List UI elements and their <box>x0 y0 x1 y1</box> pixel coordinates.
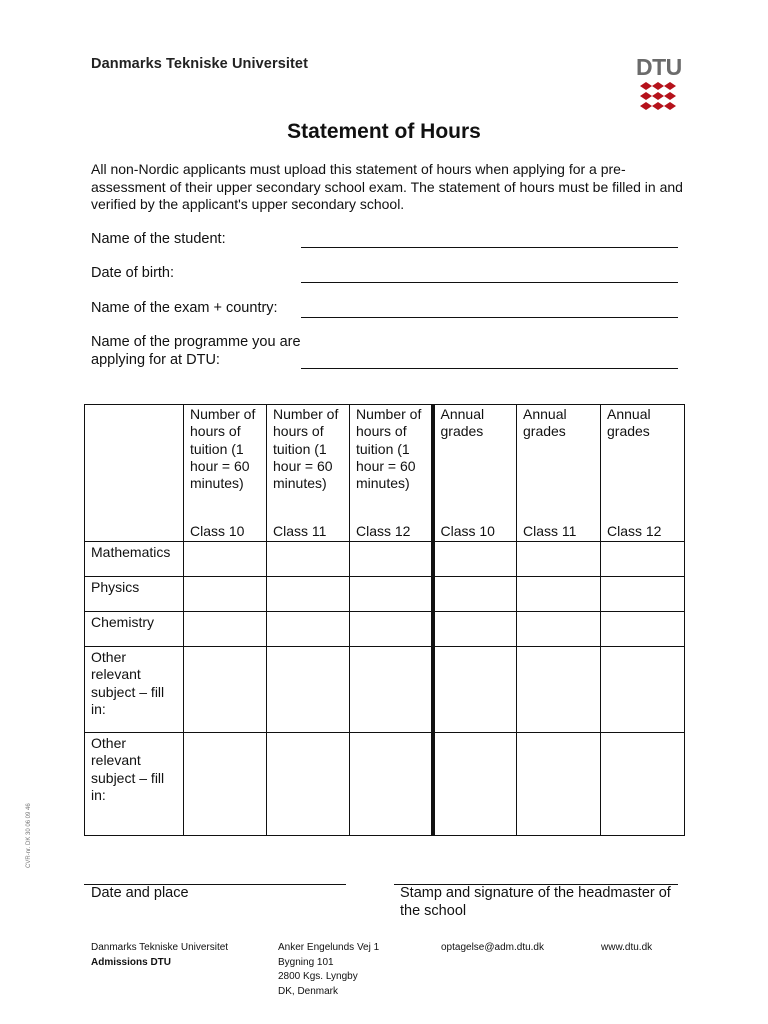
input-cell[interactable] <box>184 647 267 733</box>
table-header-hours-class12 <box>350 405 433 542</box>
date-place-label: Date and place <box>91 885 189 901</box>
subject-cell: Physics <box>85 577 184 612</box>
header-class: Class 12 <box>607 523 662 539</box>
header-class: Class 11 <box>273 523 327 539</box>
input-cell[interactable] <box>184 733 267 836</box>
header-text: Annual grades <box>607 406 651 440</box>
subject-cell: Mathematics <box>85 542 184 577</box>
input-cell[interactable] <box>184 542 267 577</box>
input-cell[interactable] <box>517 647 601 733</box>
footer-email-link[interactable]: optagelse@adm.dtu.dk <box>441 942 544 953</box>
header-text: Annual grades <box>440 406 485 440</box>
table-header-subject <box>85 405 184 542</box>
table-header-hours-class11 <box>267 405 350 542</box>
stamp-signature-label: Stamp and signature of the headmaster of the school <box>400 885 671 919</box>
table-row <box>85 733 685 836</box>
footer-organization <box>91 941 228 970</box>
subject-cell: Chemistry <box>85 612 184 647</box>
page-title: Statement of Hours <box>287 120 481 143</box>
table-row <box>85 542 685 577</box>
input-cell[interactable] <box>601 647 685 733</box>
dtu-logo-text: DTU <box>636 54 682 80</box>
header-class: Class 12 <box>356 523 411 539</box>
input-cell[interactable] <box>350 577 433 612</box>
university-name: Danmarks Tekniske Universitet <box>91 56 309 72</box>
table-header-grades-class11 <box>517 405 601 542</box>
footer-website-link[interactable]: www.dtu.dk <box>601 942 653 953</box>
table-row <box>85 612 685 647</box>
footer-address-line: Bygning 101 <box>278 956 334 968</box>
intro-paragraph: All non-Nordic applicants must upload this statement of hours when applying for a pre-assessment of their upper secondary school exam. The statement of hours must be filled in and verified by the applicant's upper secondary school. <box>91 161 683 212</box>
input-cell[interactable] <box>267 647 350 733</box>
header-class: Class 10 <box>190 523 245 539</box>
subject-cell[interactable]: Other relevant subject – fill in: <box>85 733 184 836</box>
programme-field[interactable] <box>301 368 678 369</box>
table-row <box>85 577 685 612</box>
student-name-field[interactable] <box>301 247 678 248</box>
footer-university: Danmarks Tekniske Universitet <box>91 942 229 953</box>
input-cell[interactable] <box>517 733 601 836</box>
input-cell[interactable] <box>433 733 517 836</box>
hours-table <box>84 404 685 836</box>
footer-address <box>278 941 379 999</box>
side-registration-code: CVR-nr. DK 30 06 09 46 <box>26 803 32 868</box>
header-class: Class 11 <box>523 523 577 539</box>
student-name-label: Name of the student: <box>91 231 226 247</box>
table-header-hours-class10 <box>184 405 267 542</box>
header-text: Number of hours of tuition (1 hour = 60 minutes) <box>273 406 339 492</box>
input-cell[interactable] <box>601 733 685 836</box>
input-cell[interactable] <box>433 612 517 647</box>
footer-department: Admissions DTU <box>91 956 172 968</box>
subject-cell[interactable]: Other relevant subject – fill in: <box>85 647 184 733</box>
header-text: Number of hours of tuition (1 hour = 60 minutes) <box>356 406 422 492</box>
table-row <box>85 647 685 733</box>
input-cell[interactable] <box>350 612 433 647</box>
footer-address-line: 2800 Kgs. Lyngby <box>278 971 358 982</box>
input-cell[interactable] <box>433 647 517 733</box>
input-cell[interactable] <box>601 542 685 577</box>
table-header-grades-class10 <box>433 405 517 542</box>
header-class: Class 10 <box>440 523 495 539</box>
dtu-logo <box>636 54 680 112</box>
input-cell[interactable] <box>184 612 267 647</box>
input-cell[interactable] <box>433 577 517 612</box>
date-of-birth-field[interactable] <box>301 282 678 283</box>
exam-country-field[interactable] <box>301 317 678 318</box>
input-cell[interactable] <box>184 577 267 612</box>
input-cell[interactable] <box>433 542 517 577</box>
table-header-grades-class12 <box>601 405 685 542</box>
dtu-logo-mark-icon <box>638 82 678 110</box>
input-cell[interactable] <box>350 733 433 836</box>
input-cell[interactable] <box>601 612 685 647</box>
date-of-birth-label: Date of birth: <box>91 265 175 281</box>
input-cell[interactable] <box>601 577 685 612</box>
input-cell[interactable] <box>517 542 601 577</box>
footer-address-line: DK, Denmark <box>278 985 339 997</box>
input-cell[interactable] <box>350 542 433 577</box>
input-cell[interactable] <box>267 577 350 612</box>
input-cell[interactable] <box>267 733 350 836</box>
programme-label: Name of the programme you are applying for at DTU: <box>91 334 301 368</box>
input-cell[interactable] <box>350 647 433 733</box>
input-cell[interactable] <box>517 577 601 612</box>
input-cell[interactable] <box>267 612 350 647</box>
exam-country-label: Name of the exam + country: <box>91 300 278 316</box>
input-cell[interactable] <box>267 542 350 577</box>
input-cell[interactable] <box>517 612 601 647</box>
header-text: Number of hours of tuition (1 hour = 60 minutes) <box>190 406 256 492</box>
header-text: Annual grades <box>523 406 567 440</box>
footer-address-line: Anker Engelunds Vej 1 <box>278 942 380 953</box>
